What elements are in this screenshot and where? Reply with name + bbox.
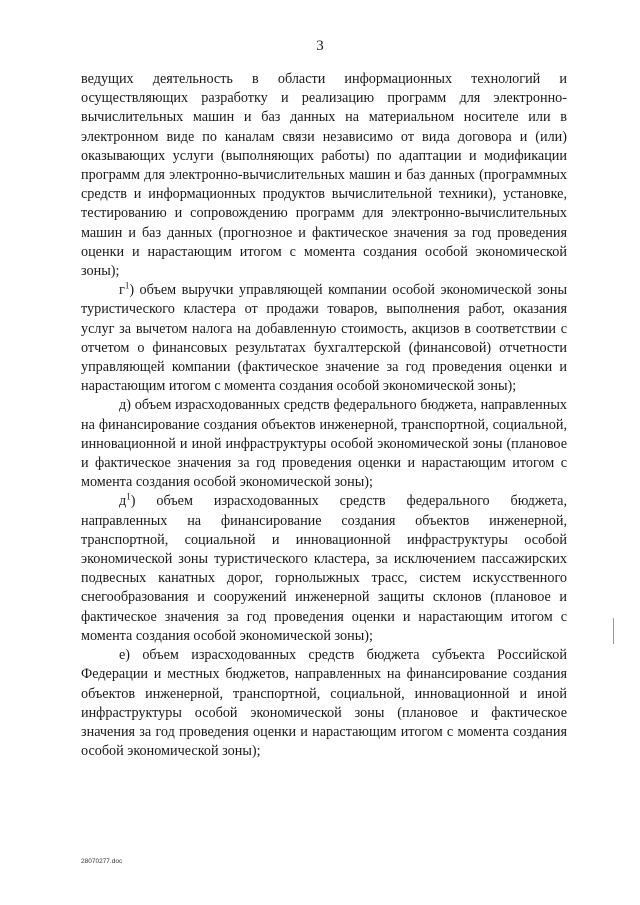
paragraph-continuation — [81, 70, 567, 281]
paragraph-item-e — [81, 646, 567, 761]
paragraph-text: д) объем израсходованных средств федерального бюджета, направленных на финансирование создания объектов инженерной, транспортной, социальной, инновационной и иной инфраструктуры особой экономической зоны (плановое и фактическое значения за год проведения оценки и нарастающим итогом с момента создания особой экономической зоны); — [81, 397, 567, 491]
paragraph-item-d — [81, 396, 567, 492]
item-marker: г — [119, 282, 125, 299]
item-marker: д — [119, 493, 127, 510]
paragraph-item-d1 — [81, 492, 567, 646]
item-marker-superscript: 1 — [126, 491, 131, 502]
paragraph-text: ) объем израсходованных средств федерального бюджета, направленных на финансирование создания объектов инженерной, транспортной, социальной и инновационной инфраструктуры особой экономической зоны туристического кластера, за исключением пассажирских подвесных канатных дорог, горнолыжных трасс, систем искусственного снегообразования и сооружений инженерной защиты склонов (плановое и фактическое значения за год проведения оценки и нарастающим итогом с момента создания особой экономической зоны); — [81, 493, 567, 644]
paragraph-text: е) объем израсходованных средств бюджета субъекта Российской Федерации и местных бюджетов, направленных на финансирование создания объектов инженерной, транспортной, социальной, инновационной и иной инфраструктуры особой экономической зоны (плановое и фактическое значения за год проведения оценки и нарастающим итогом с момента создания особой экономической зоны); — [81, 647, 567, 760]
margin-mark — [613, 618, 614, 644]
paragraph-text: ) объем выручки управляющей компании особой экономической зоны туристического кластера от продажи товаров, выполнения работ, оказания услуг за вычетом налога на добавленную стоимость, акцизов в соответствии с отчетом о финансовых результатах бухгалтерской (финансовой) отчетности управляющей компании (фактическое значение за год проведения оценки и нарастающим итогом с момента создания особой экономической зоны); — [81, 282, 567, 395]
paragraph-text: ведущих деятельность в области информационных технологий и осуществляющих разработку и реализацию программ для электронно-вычислительных машин и баз данных на материальном носителе или в электронном виде по каналам связи независимо от вида договора и (или) оказывающих услуги (выполняющих работы) по адаптации и модификации программ для электронно-вычислительных машин и баз данных (программных средств и информационных продуктов вычислительной техники), установке, тестированию и сопровождению программ для электронно-вычислительных машин и баз данных (прогнозное и фактическое значения за год проведения оценки и нарастающим итогом с момента создания особой экономической зоны); — [81, 71, 567, 280]
paragraph-item-g1 — [81, 281, 567, 396]
item-marker-superscript: 1 — [124, 280, 130, 291]
document-body — [81, 70, 567, 761]
page-number: 3 — [316, 38, 324, 54]
document-code: 28070277.doc — [81, 858, 123, 865]
